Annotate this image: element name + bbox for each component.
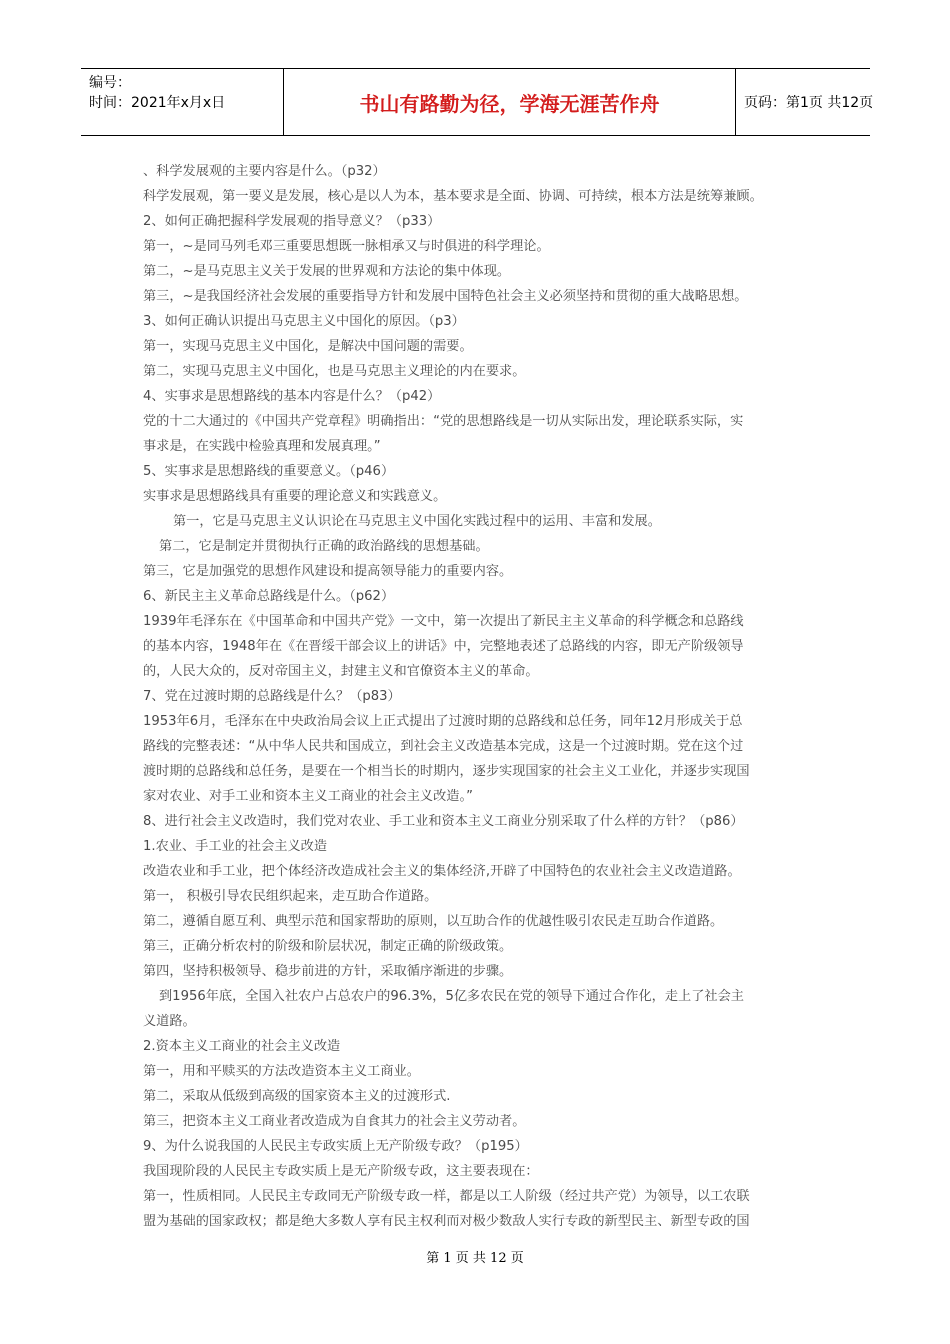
text-line: 第三，它是加强党的思想作风建设和提高领导能力的重要内容。 xyxy=(143,564,513,579)
text-line: 第一，实现马克思主义中国化，是解决中国问题的需要。 xyxy=(143,339,473,354)
text-line: 4、实事求是思想路线的基本内容是什么？（p42） xyxy=(143,389,441,404)
text-line: 2.资本主义工商业的社会主义改造 xyxy=(143,1039,341,1054)
text-line: 义道路。 xyxy=(143,1014,196,1029)
text-line: 1953年6月，毛泽东在中央政治局会议上正式提出了过渡时期的总路线和总任务，同年12月形成关于总 xyxy=(143,714,743,729)
text-line: 党的十二大通过的《中国共产党章程》明确指出：“党的思想路线是一切从实际出发，理论联系实际，实 xyxy=(143,414,744,429)
text-line: 第一，性质相同。人民民主专政同无产阶级专政一样，都是以工人阶级（经过共产党）为领导，以工农联 xyxy=(143,1189,750,1204)
header-page-info: 页码：第1页 共12页 xyxy=(744,95,874,111)
text-line: 、科学发展观的主要内容是什么。（p32） xyxy=(143,164,386,179)
header-left-cell xyxy=(81,69,283,135)
text-line: 第三，~是我国经济社会发展的重要指导方针和发展中国特色社会主义必须坚持和贯彻的重大战略思想。 xyxy=(143,289,748,304)
document-date-label: 时间：2021年x月x日 xyxy=(89,95,226,111)
text-line: 第二，~是马克思主义关于发展的世界观和方法论的集中体现。 xyxy=(143,264,511,279)
text-line: 第二，实现马克思主义中国化，也是马克思主义理论的内在要求。 xyxy=(143,364,526,379)
text-line: 渡时期的总路线和总任务，是要在一个相当长的时期内，逐步实现国家的社会主义工业化，并逐步实现国 xyxy=(143,764,750,779)
text-line: 6、新民主主义革命总路线是什么。（p62） xyxy=(143,589,395,604)
text-line: 9、为什么说我国的人民民主专政实质上无产阶级专政？（p195） xyxy=(143,1139,528,1154)
text-line: 盟为基础的国家政权；都是绝大多数人享有民主权利而对极少数敌人实行专政的新型民主、新型专政的国 xyxy=(143,1214,750,1229)
text-line: 第一，~是同马列毛邓三重要思想既一脉相承又与时俱进的科学理论。 xyxy=(143,239,550,254)
text-line: 第三，正确分析农村的阶级和阶层状况，制定正确的阶级政策。 xyxy=(143,939,513,954)
page-footer: 第 1 页 共 12 页 xyxy=(426,1251,524,1266)
header-right-cell xyxy=(736,69,874,135)
text-line: 1939年毛泽东在《中国革命和中国共产党》一文中，第一次提出了新民主主义革命的科学概念和总路线 xyxy=(143,614,744,629)
text-line: 第一，用和平赎买的方法改造资本主义工商业。 xyxy=(143,1064,420,1079)
text-line: 第二，它是制定并贯彻执行正确的政治路线的思想基础。 xyxy=(159,539,489,554)
document-number-label: 编号： xyxy=(89,75,131,91)
text-line: 第一，它是马克思主义认识论在马克思主义中国化实践过程中的运用、丰富和发展。 xyxy=(173,514,661,529)
header-middle-cell xyxy=(283,69,736,135)
header-table xyxy=(81,68,874,136)
text-line: 科学发展观，第一要义是发展，核心是以人为本，基本要求是全面、协调、可持续，根本方法是统筹兼顾。 xyxy=(143,189,763,204)
text-line: 路线的完整表述：“从中华人民共和国成立，到社会主义改造基本完成，这是一个过渡时期。党在这个过 xyxy=(143,739,744,754)
text-line: 8、进行社会主义改造时，我们党对农业、手工业和资本主义工商业分别采取了什么样的方针？（p86） xyxy=(143,814,744,829)
text-line: 2、如何正确把握科学发展观的指导意义？（p33） xyxy=(143,214,441,229)
text-line: 改造农业和手工业，把个体经济改造成社会主义的集体经济,开辟了中国特色的农业社会主义改造道路。 xyxy=(143,864,741,879)
text-line: 7、党在过渡时期的总路线是什么？（p83） xyxy=(143,689,401,704)
text-line: 事求是，在实践中检验真理和发展真理。” xyxy=(143,439,381,454)
text-line: 的基本内容，1948年在《在晋绥干部会议上的讲话》中，完整地表述了总路线的内容，即无产阶级领导 xyxy=(143,639,744,654)
header-motto: 书山有路勤为径，学海无涯苦作舟 xyxy=(359,91,660,116)
text-line: 1.农业、手工业的社会主义改造 xyxy=(143,839,328,854)
text-line: 到1956年底，全国入社农户占总农户的96.3%，5亿多农民在党的领导下通过合作化，走上了社会主 xyxy=(159,989,744,1004)
document-body xyxy=(143,159,808,1234)
text-line: 第二，遵循自愿互利、典型示范和国家帮助的原则，以互助合作的优越性吸引农民走互助合作道路。 xyxy=(143,914,724,929)
text-line: 5、实事求是思想路线的重要意义。（p46） xyxy=(143,464,395,479)
text-line: 我国现阶段的人民民主专政实质上是无产阶级专政，这主要表现在： xyxy=(143,1164,539,1179)
text-line: 第二，采取从低级到高级的国家资本主义的过渡形式. xyxy=(143,1089,451,1104)
text-line: 第三，把资本主义工商业者改造成为自食其力的社会主义劳动者。 xyxy=(143,1114,526,1129)
text-line: 第一， 积极引导农民组织起来，走互助合作道路。 xyxy=(143,889,438,904)
text-line: 的，人民大众的，反对帝国主义，封建主义和官僚资本主义的革命。 xyxy=(143,664,539,679)
text-line: 家对农业、对手工业和资本主义工商业的社会主义改造。” xyxy=(143,789,473,804)
text-line: 3、如何正确认识提出马克思主义中国化的原因。（p3） xyxy=(143,314,465,329)
text-line: 实事求是思想路线具有重要的理论意义和实践意义。 xyxy=(143,489,447,504)
text-line: 第四，坚持积极领导、稳步前进的方针，采取循序渐进的步骤。 xyxy=(143,964,513,979)
